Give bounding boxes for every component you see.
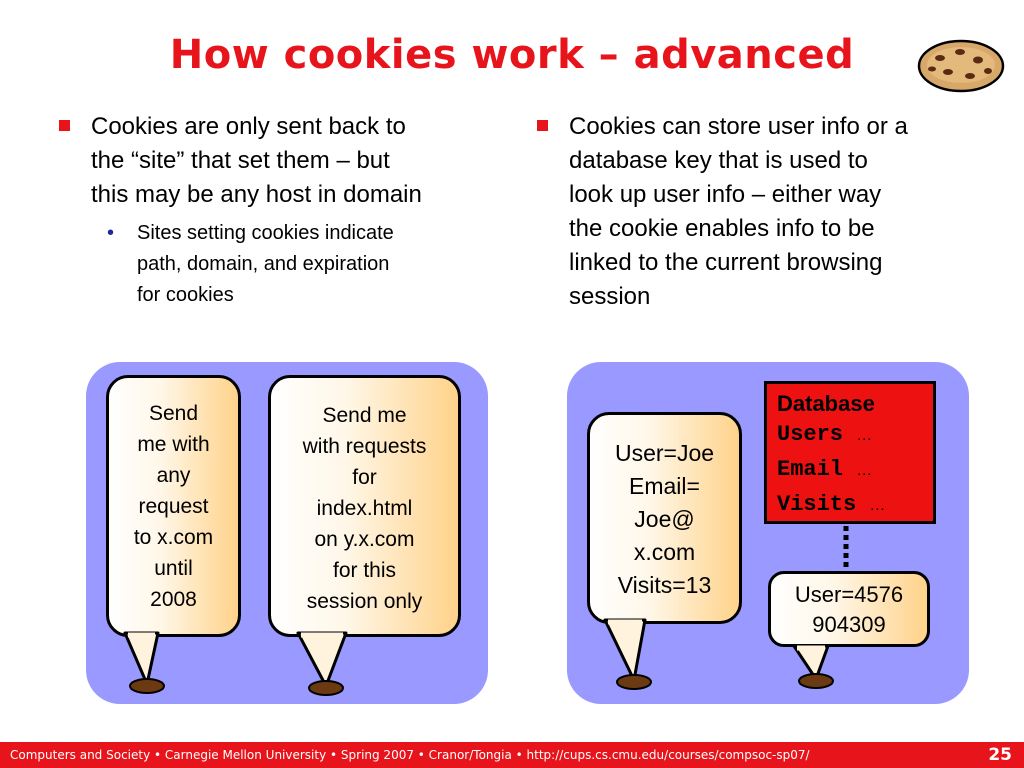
- bubble-pointer: [120, 630, 180, 700]
- right-bullet-line: look up user info – either way: [569, 181, 882, 208]
- bubble-line: 2008: [150, 588, 197, 611]
- bubble-line: on y.x.com: [314, 528, 415, 551]
- bubble-line: Send me: [322, 404, 407, 427]
- bullet-square-icon: [537, 120, 548, 131]
- bubble-pointer: [290, 630, 360, 700]
- database-row: [777, 488, 923, 523]
- bubble-line: Visits=13: [617, 572, 712, 598]
- database-ellipsis: …: [856, 462, 873, 479]
- sub-bullet-line: for cookies: [137, 284, 234, 306]
- database-title: Database: [777, 391, 875, 416]
- bubble-pointer: [786, 643, 846, 693]
- bubble-line: for: [352, 466, 377, 489]
- sub-bullet-line: Sites setting cookies indicate: [137, 222, 394, 244]
- left-bullet-line: the “site” that set them – but: [91, 147, 390, 174]
- bubble-pointer: [600, 617, 660, 697]
- database-box: [764, 381, 936, 524]
- bubble-line: any: [156, 464, 191, 487]
- bubble-line: until: [154, 557, 193, 580]
- right-bullet-line: linked to the current browsing: [569, 249, 883, 276]
- bubble-line: for this: [332, 559, 397, 582]
- cookie-id-box: [768, 571, 930, 647]
- bubble-line: index.html: [316, 497, 413, 520]
- cookie-icon: [916, 38, 1006, 94]
- right-bullet: [569, 110, 908, 314]
- bullet-dot-icon: •: [107, 222, 115, 244]
- id-line: 904309: [812, 612, 886, 637]
- bubble-line: Send: [148, 402, 199, 425]
- id-line: User=4576: [794, 582, 904, 607]
- right-bullet-line: database key that is used to: [569, 147, 868, 174]
- bubble-line: Joe@: [634, 506, 695, 532]
- slide-title: How cookies work – advanced: [169, 32, 855, 78]
- database-field: Visits: [777, 492, 857, 517]
- right-bullet-line: Cookies can store user info or a: [569, 113, 908, 140]
- bubble-line: User=Joe: [614, 440, 715, 466]
- database-ellipsis: …: [856, 427, 873, 444]
- bubble-line: with requests: [302, 435, 427, 458]
- database-row: [777, 418, 923, 453]
- bullet-square-icon: [59, 120, 70, 131]
- database-ellipsis: …: [869, 497, 886, 514]
- left-bullet-line: this may be any host in domain: [91, 181, 422, 208]
- right-bullet-line: the cookie enables info to be: [569, 215, 875, 242]
- footer-text: Computers and Society • Carnegie Mellon University • Spring 2007 • Cranor/Tongia • http://cups.cs.cmu.edu/courses/compsoc-sp07/: [10, 748, 810, 762]
- bubble-line: request: [138, 495, 209, 518]
- bubble-line: Email=: [629, 473, 700, 499]
- database-link-connector: [840, 524, 852, 572]
- left-bullet: [91, 110, 422, 212]
- cookie-bubble-user-info: [587, 412, 742, 624]
- right-bullet-line: session: [569, 283, 651, 310]
- cookie-bubble-domain: [106, 375, 241, 637]
- database-field: Users: [777, 422, 844, 447]
- left-sub-bullet: [107, 218, 394, 311]
- bubble-line: x.com: [633, 539, 696, 565]
- page-number: 25: [988, 745, 1012, 765]
- sub-bullet-line: path, domain, and expiration: [137, 253, 390, 275]
- footer-bar: [0, 742, 1024, 768]
- database-field: Email: [777, 457, 844, 482]
- left-bullet-line: Cookies are only sent back to: [91, 113, 406, 140]
- database-row: [777, 453, 923, 488]
- bubble-line: me with: [137, 433, 210, 456]
- bubble-line: session only: [306, 590, 423, 613]
- bubble-line: to x.com: [133, 526, 214, 549]
- cookie-bubble-session: [268, 375, 461, 637]
